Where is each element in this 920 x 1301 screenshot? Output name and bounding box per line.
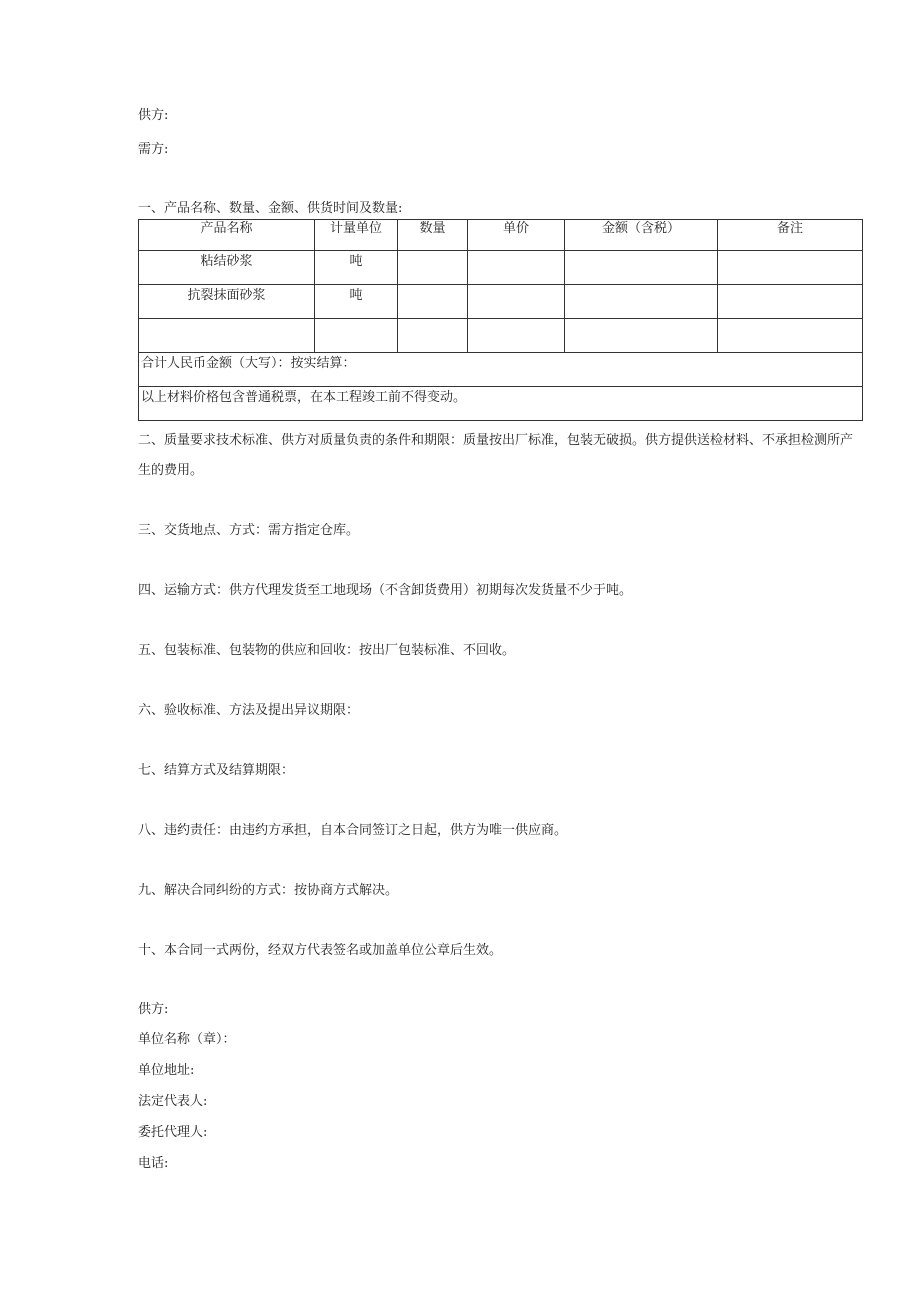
table-cell <box>718 251 863 285</box>
table-cell <box>468 251 565 285</box>
table-row <box>139 319 863 353</box>
table-cell: 吨 <box>315 251 398 285</box>
clause-8: 八、违约责任：由违约方承担，自本合同签订之日起，供方为唯一供应商。 <box>138 823 568 838</box>
clause-2: 二、质量要求技术标准、供方对质量负责的条件和期限：质量按出厂标准，包装无破损。供方提供送检材料、不承担检测所产生的费用。 <box>138 433 854 478</box>
table-cell <box>468 319 565 353</box>
clause-6: 六、验收标准、方法及提出异议期限： <box>138 703 360 718</box>
clause-5: 五、包装标准、包装物的供应和回收：按出厂包装标准、不回收。 <box>138 643 516 658</box>
column-header-amount: 金额（含税） <box>565 220 718 251</box>
table-cell <box>718 285 863 319</box>
product-table <box>138 219 863 421</box>
column-header-product-name: 产品名称 <box>139 220 315 251</box>
table-header-row <box>139 220 863 251</box>
clause-3: 三、交货地点、方式：需方指定仓库。 <box>138 523 360 538</box>
table-cell <box>398 251 468 285</box>
signature-party-label: 供方: <box>138 1002 169 1017</box>
signature-agent-label: 委托代理人: <box>138 1125 208 1140</box>
table-cell <box>398 319 468 353</box>
column-header-quantity: 数量 <box>398 220 468 251</box>
signature-company-label: 单位名称（章）： <box>138 1032 236 1047</box>
table-row <box>139 285 863 319</box>
price-note-cell: 以上材料价格包含普通税票，在本工程竣工前不得变动。 <box>139 387 863 421</box>
supplier-label: 供方: <box>138 108 169 123</box>
table-cell: 吨 <box>315 285 398 319</box>
note-row <box>139 387 863 421</box>
clause-9: 九、解决合同纠纷的方式：按协商方式解决。 <box>138 883 399 898</box>
signature-phone-label: 电话: <box>138 1156 169 1171</box>
clause-4: 四、运输方式：供方代理发货至工地现场（不含卸货费用）初期每次发货量不少于吨。 <box>138 583 633 598</box>
table-cell <box>315 319 398 353</box>
clause-10: 十、本合同一式两份，经双方代表签名或加盖单位公章后生效。 <box>138 943 503 958</box>
buyer-label: 需方: <box>138 142 169 157</box>
column-header-unit-price: 单价 <box>468 220 565 251</box>
table-cell <box>565 251 718 285</box>
table-cell <box>565 285 718 319</box>
section-1-title: 一、产品名称、数量、金额、供货时间及数量: <box>138 201 403 216</box>
table-cell <box>565 319 718 353</box>
column-header-remarks: 备注 <box>718 220 863 251</box>
table-row <box>139 251 863 285</box>
signature-legal-rep-label: 法定代表人: <box>138 1094 208 1109</box>
table-cell <box>718 319 863 353</box>
column-header-unit: 计量单位 <box>315 220 398 251</box>
total-amount-cell: 合计人民币金额（大写）：按实结算： <box>139 353 863 387</box>
total-row <box>139 353 863 387</box>
clause-7: 七、结算方式及结算期限： <box>138 763 295 778</box>
signature-address-label: 单位地址: <box>138 1063 195 1078</box>
table-cell <box>139 319 315 353</box>
table-cell <box>398 285 468 319</box>
table-cell: 粘结砂浆 <box>139 251 315 285</box>
table-cell: 抗裂抹面砂浆 <box>139 285 315 319</box>
table-cell <box>468 285 565 319</box>
